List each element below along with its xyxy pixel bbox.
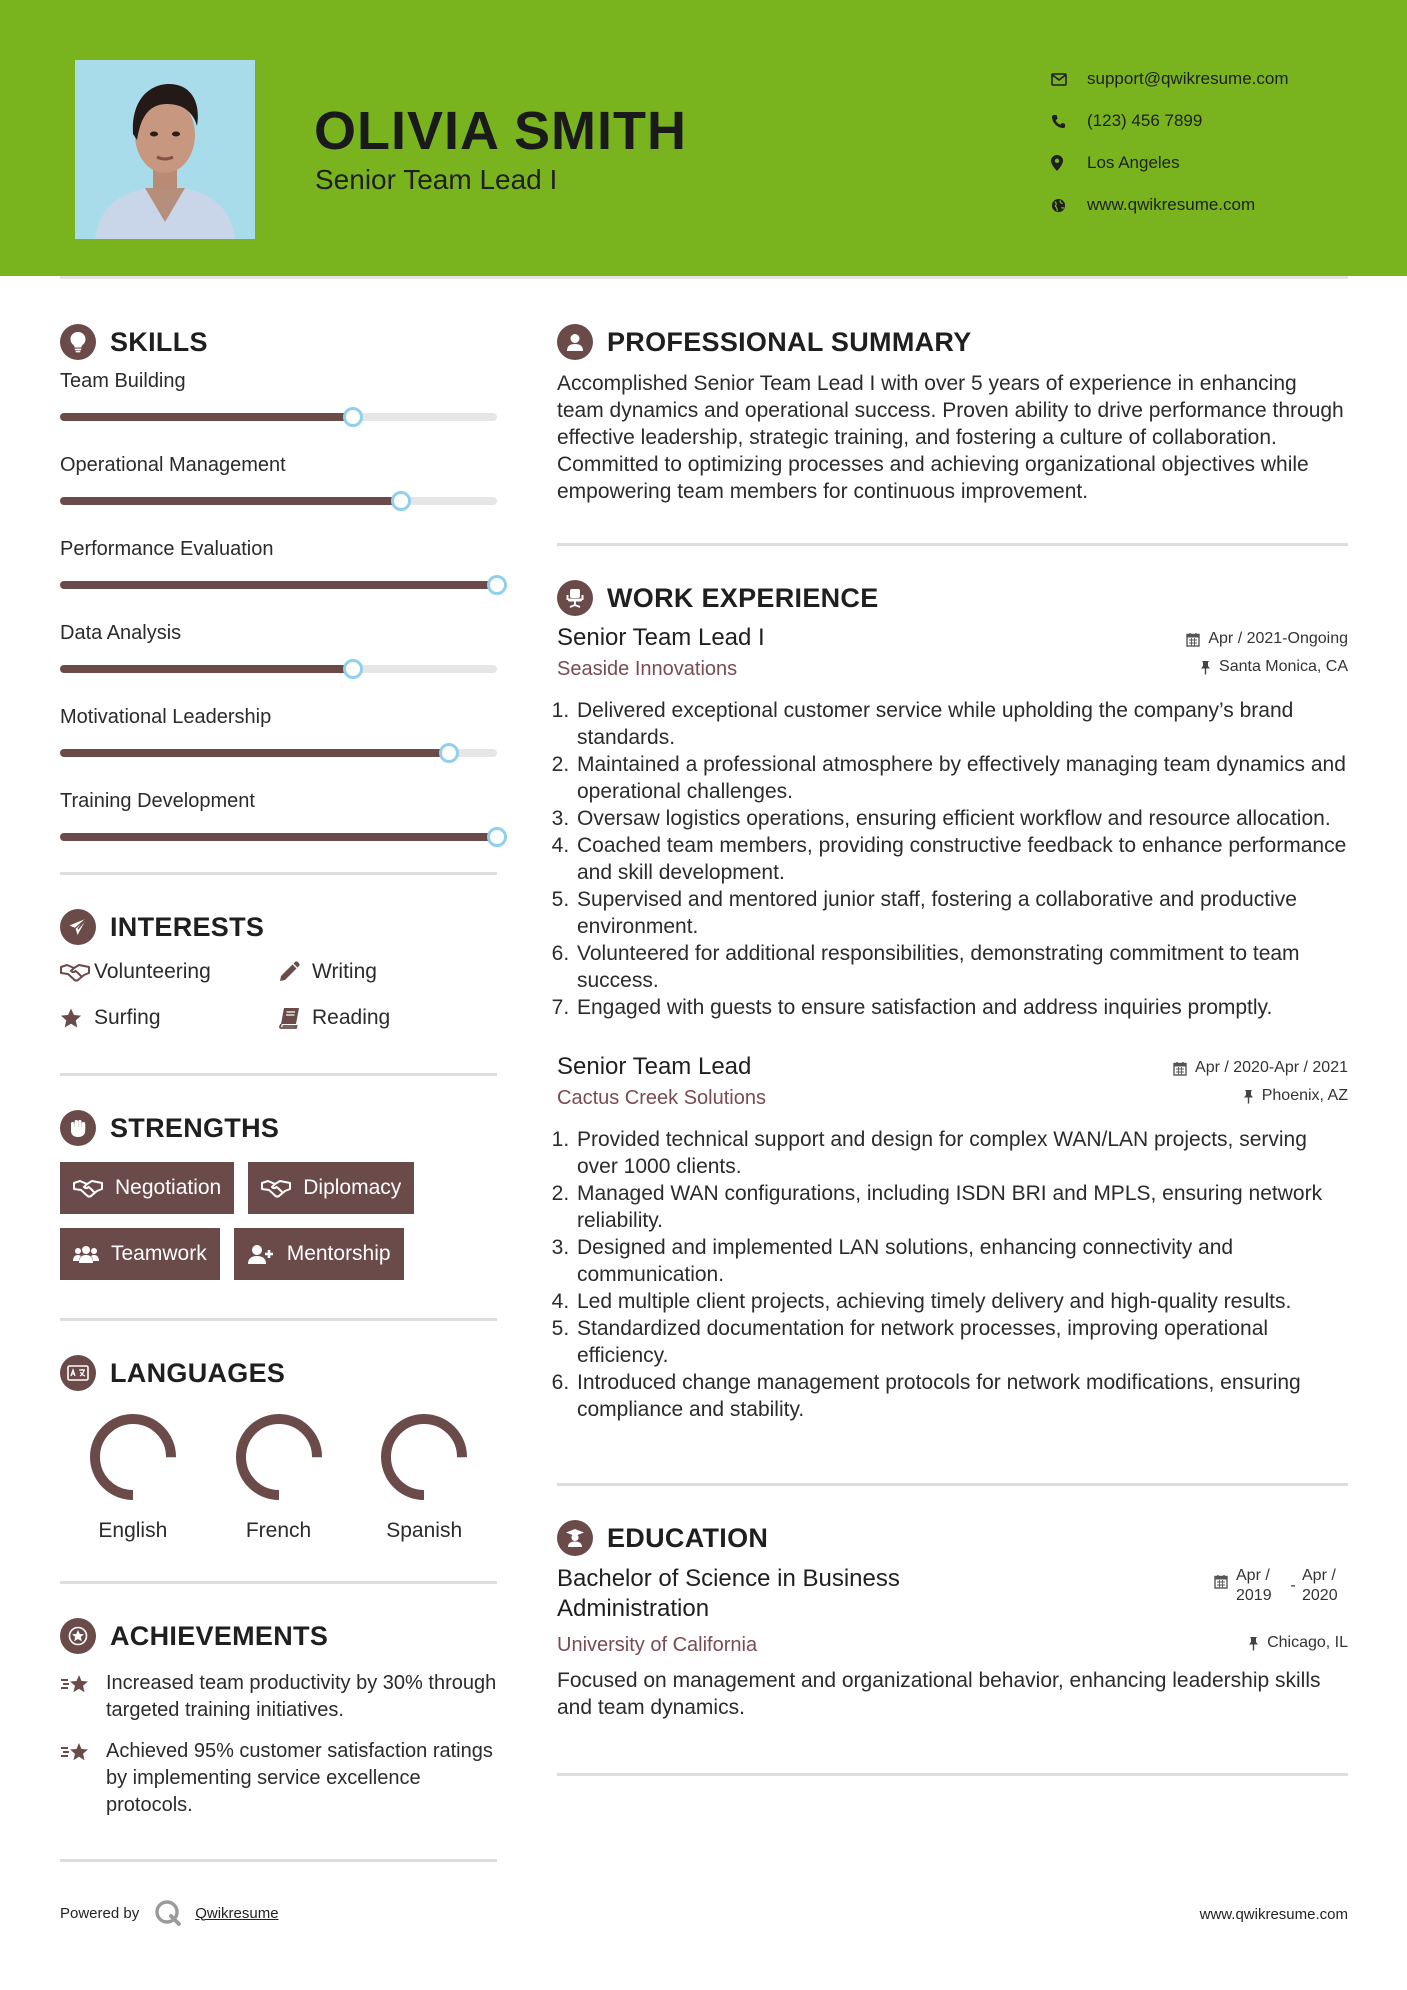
book-icon: [278, 1007, 312, 1029]
handshake-icon: [73, 1178, 103, 1198]
skill-level-fill: [60, 497, 401, 505]
language-level-arc: [386, 1419, 462, 1495]
strength-tag: [60, 1228, 220, 1280]
pencil-icon: [278, 961, 312, 983]
skill-label: Team Building: [60, 370, 186, 392]
skill-label: Operational Management: [60, 454, 286, 476]
interests-heading: INTERESTS: [110, 911, 265, 942]
mail-icon: [1051, 73, 1087, 86]
job-location: [1243, 1087, 1348, 1105]
interest-label: Volunteering: [94, 960, 211, 983]
job-location-text: Santa Monica, CA: [1219, 658, 1348, 675]
user-icon: [557, 324, 593, 360]
strength-label: Teamwork: [111, 1242, 207, 1265]
contact-website-text: www.qwikresume.com: [1087, 195, 1256, 214]
interest-item: [60, 1005, 278, 1031]
paper-plane-icon: [60, 909, 96, 945]
skill-level-knob: [439, 743, 459, 763]
languages-section: [60, 1351, 497, 1543]
candidate-title: Senior Team Lead I: [315, 164, 558, 195]
contact-phone-text: (123) 456 7899: [1087, 111, 1203, 130]
degree-title: Bachelor of Science in Business Administration: [557, 1565, 900, 1622]
skill-level-knob: [343, 659, 363, 679]
experience-heading: WORK EXPERIENCE: [607, 582, 879, 613]
strengths-list: [60, 1162, 497, 1280]
candidate-name: OLIVIA SMITH: [314, 101, 687, 161]
skill-level-bar: [60, 749, 497, 757]
calendar-icon: [1214, 1574, 1228, 1589]
footer-powered-by: [60, 1898, 279, 1928]
profile-photo: [75, 60, 255, 239]
skill-level-fill: [60, 413, 353, 421]
trophy-star-icon: [60, 1670, 106, 1724]
languages-divider: [60, 1581, 497, 1584]
strength-tag: [60, 1162, 234, 1214]
duty-item: 5. Standardized documentation for network processes, improving operational efficiency.: [575, 1315, 1348, 1369]
qwikresume-link[interactable]: Qwikresume: [195, 1904, 279, 1922]
job-title: Senior Team Lead: [557, 1053, 752, 1080]
strength-label: Diplomacy: [303, 1176, 402, 1199]
skill-level-knob: [487, 575, 507, 595]
interests-section: [60, 905, 497, 1031]
contact-website[interactable]: [1051, 184, 1289, 226]
language-item: [206, 1411, 352, 1543]
skill-level-fill: [60, 581, 497, 589]
strength-tag: [234, 1228, 404, 1280]
right-column: [557, 320, 1348, 1776]
languages-list: [60, 1411, 497, 1543]
skill-level-fill: [60, 665, 353, 673]
pushpin-icon: [1243, 1089, 1254, 1104]
company-name: Seaside Innovations: [557, 658, 738, 680]
left-column: [60, 320, 497, 1862]
education-date-separator: -: [1290, 1577, 1296, 1594]
job-duties: [557, 697, 1348, 1021]
skill-item: [60, 454, 497, 505]
strength-label: Negotiation: [115, 1176, 222, 1199]
strength-label: Mentorship: [286, 1242, 391, 1265]
graduate-icon: [557, 1520, 593, 1556]
education-section: [557, 1516, 1348, 1721]
job-location: [1200, 658, 1348, 676]
school-name: University of California: [557, 1634, 758, 1656]
contact-phone[interactable]: [1051, 100, 1289, 142]
language-item: [351, 1411, 497, 1543]
globe-icon: [1051, 198, 1087, 213]
skills-heading: SKILLS: [110, 326, 208, 357]
skill-item: [60, 622, 497, 673]
language-label: Spanish: [386, 1519, 463, 1542]
contact-list: [1051, 58, 1289, 226]
duty-item: 7. Engaged with guests to ensure satisfaction and address inquiries promptly.: [575, 994, 1348, 1021]
skill-level-knob: [487, 827, 507, 847]
summary-text: Accomplished Senior Team Lead I with over 5 years of experience in enhancing team dynamics and operational success. Proven ability to drive performance through effective leadership, strategic training, and fostering a culture of collaboration. Committed to optimizing processes and achieving organizational objectives while empowering team members for continuous improvement.: [557, 372, 1344, 503]
interest-item: [278, 959, 478, 985]
interest-item: [60, 959, 278, 985]
job-title: Senior Team Lead I: [557, 624, 765, 651]
contact-email[interactable]: [1051, 58, 1289, 100]
education-heading: EDUCATION: [607, 1522, 769, 1553]
language-label: French: [245, 1519, 312, 1542]
header-divider: [60, 276, 1348, 279]
strengths-section: [60, 1106, 497, 1280]
language-level-ring: [87, 1411, 179, 1503]
language-item: [60, 1411, 206, 1543]
achievement-text: Increased team productivity by 30% through targeted training initiatives.: [106, 1672, 497, 1721]
company-name: Cactus Creek Solutions: [557, 1087, 766, 1109]
star-badge-icon: [60, 1618, 96, 1654]
education-start: Apr / 2019: [1236, 1567, 1272, 1604]
interests-divider: [60, 1073, 497, 1076]
pushpin-icon: [1200, 660, 1211, 675]
interest-label: Reading: [312, 1006, 391, 1029]
duty-item: 5. Supervised and mentored junior staff, fostering a collaborative and productive environment.: [575, 886, 1348, 940]
duty-item: 6. Introduced change management protocols for network modifications, ensuring compliance and stability.: [575, 1369, 1348, 1423]
resume-header: [0, 0, 1407, 276]
star-icon: [60, 1008, 94, 1029]
summary-heading: PROFESSIONAL SUMMARY: [607, 326, 972, 357]
trophy-star-icon: [60, 1738, 106, 1819]
language-level-ring: [378, 1411, 470, 1503]
duty-item: 2. Managed WAN configurations, including ISDN BRI and MPLS, ensuring network reliability.: [575, 1180, 1348, 1234]
achievement-text: Achieved 95% customer satisfaction ratings by implementing service excellence protocols.: [106, 1740, 493, 1816]
job-entry: [557, 624, 1348, 1021]
duty-item: 4. Coached team members, providing constructive feedback to enhance performance and skill development.: [575, 832, 1348, 886]
language-level-arc: [95, 1419, 171, 1495]
summary-divider: [557, 543, 1348, 546]
calendar-icon: [1173, 1061, 1187, 1076]
job-dates-text: Apr / 2020-Apr / 2021: [1195, 1059, 1348, 1076]
skill-item: [60, 790, 497, 841]
education-location: [1248, 1634, 1348, 1652]
handshake-icon: [261, 1178, 291, 1198]
skill-level-bar: [60, 581, 497, 589]
skills-list: [60, 370, 497, 841]
education-description: Focused on management and organizational behavior, enhancing leadership skills and team dynamics.: [557, 1669, 1321, 1719]
skill-level-fill: [60, 749, 449, 757]
skill-level-knob: [391, 491, 411, 511]
achievement-item: [60, 1670, 497, 1724]
calendar-icon: [1186, 632, 1200, 647]
strengths-heading: STRENGTHS: [110, 1112, 280, 1143]
duty-item: 2. Maintained a professional atmosphere by effectively managing team dynamics and operational challenges.: [575, 751, 1348, 805]
interest-label: Surfing: [94, 1006, 161, 1029]
skill-level-bar: [60, 413, 497, 421]
job-dates: [1173, 1059, 1348, 1077]
duty-item: 3. Designed and implemented LAN solutions, enhancing connectivity and communication.: [575, 1234, 1348, 1288]
phone-icon: [1051, 114, 1087, 129]
skill-level-bar: [60, 497, 497, 505]
education-end: Apr / 2020: [1302, 1567, 1338, 1604]
handshake-icon: [60, 962, 94, 982]
contact-email-text: support@qwikresume.com: [1087, 69, 1289, 88]
education-dates: [1214, 1566, 1348, 1606]
skill-label: Data Analysis: [60, 622, 182, 644]
strengths-divider: [60, 1318, 497, 1321]
interests-list: [60, 959, 497, 1031]
contact-location-text: Los Angeles: [1087, 153, 1180, 172]
map-pin-icon: [1051, 155, 1087, 171]
skills-divider: [60, 872, 497, 875]
job-location-text: Phoenix, AZ: [1261, 1087, 1348, 1104]
skill-item: [60, 538, 497, 589]
skill-label: Motivational Leadership: [60, 706, 272, 728]
skill-level-bar: [60, 833, 497, 841]
achievements-heading: ACHIEVEMENTS: [110, 1620, 329, 1651]
language-level-arc: [241, 1419, 317, 1495]
experience-divider: [557, 1483, 1348, 1486]
lightbulb-icon: [60, 324, 96, 360]
strength-tag: [248, 1162, 414, 1214]
language-icon: [60, 1355, 96, 1391]
skills-section: [60, 320, 497, 841]
users-icon: [73, 1244, 99, 1264]
skill-level-knob: [343, 407, 363, 427]
education-divider: [557, 1773, 1348, 1776]
interest-item: [278, 1005, 478, 1031]
duty-item: 1. Provided technical support and design for complex WAN/LAN projects, serving over 1000 clients.: [575, 1126, 1348, 1180]
interest-label: Writing: [312, 960, 377, 983]
office-chair-icon: [557, 580, 593, 616]
achievements-section: [60, 1614, 497, 1819]
job-entry: [557, 1053, 1348, 1423]
job-dates-text: Apr / 2021-Ongoing: [1208, 630, 1348, 647]
duty-item: 1. Delivered exceptional customer service while upholding the company’s brand standards.: [575, 697, 1348, 751]
skill-level-fill: [60, 833, 497, 841]
education-location-text: Chicago, IL: [1267, 1634, 1348, 1651]
achievements-divider: [60, 1859, 497, 1862]
skill-level-bar: [60, 665, 497, 673]
contact-location: [1051, 142, 1289, 184]
qwikresume-logo-icon: [153, 1898, 183, 1928]
achievement-item: [60, 1738, 497, 1819]
fist-icon: [60, 1110, 96, 1146]
skill-label: Training Development: [60, 790, 255, 812]
powered-by-text: Powered by: [60, 1904, 140, 1922]
languages-heading: LANGUAGES: [110, 1357, 286, 1388]
experience-section: [557, 576, 1348, 1423]
summary-section: [557, 320, 1348, 505]
language-label: English: [98, 1519, 168, 1542]
footer-website[interactable]: www.qwikresume.com: [1199, 1906, 1348, 1923]
duty-item: 4. Led multiple client projects, achieving timely delivery and high-quality results.: [575, 1288, 1348, 1315]
job-duties: [557, 1126, 1348, 1423]
duty-item: 6. Volunteered for additional responsibilities, demonstrating commitment to team success.: [575, 940, 1348, 994]
user-plus-icon: [247, 1244, 275, 1264]
language-level-ring: [233, 1411, 325, 1503]
skill-label: Performance Evaluation: [60, 538, 274, 560]
duty-item: 3. Oversaw logistics operations, ensuring efficient workflow and resource allocation.: [575, 805, 1348, 832]
skill-item: [60, 706, 497, 757]
skill-item: [60, 370, 497, 421]
pushpin-icon: [1248, 1636, 1259, 1651]
job-dates: [1186, 630, 1348, 648]
